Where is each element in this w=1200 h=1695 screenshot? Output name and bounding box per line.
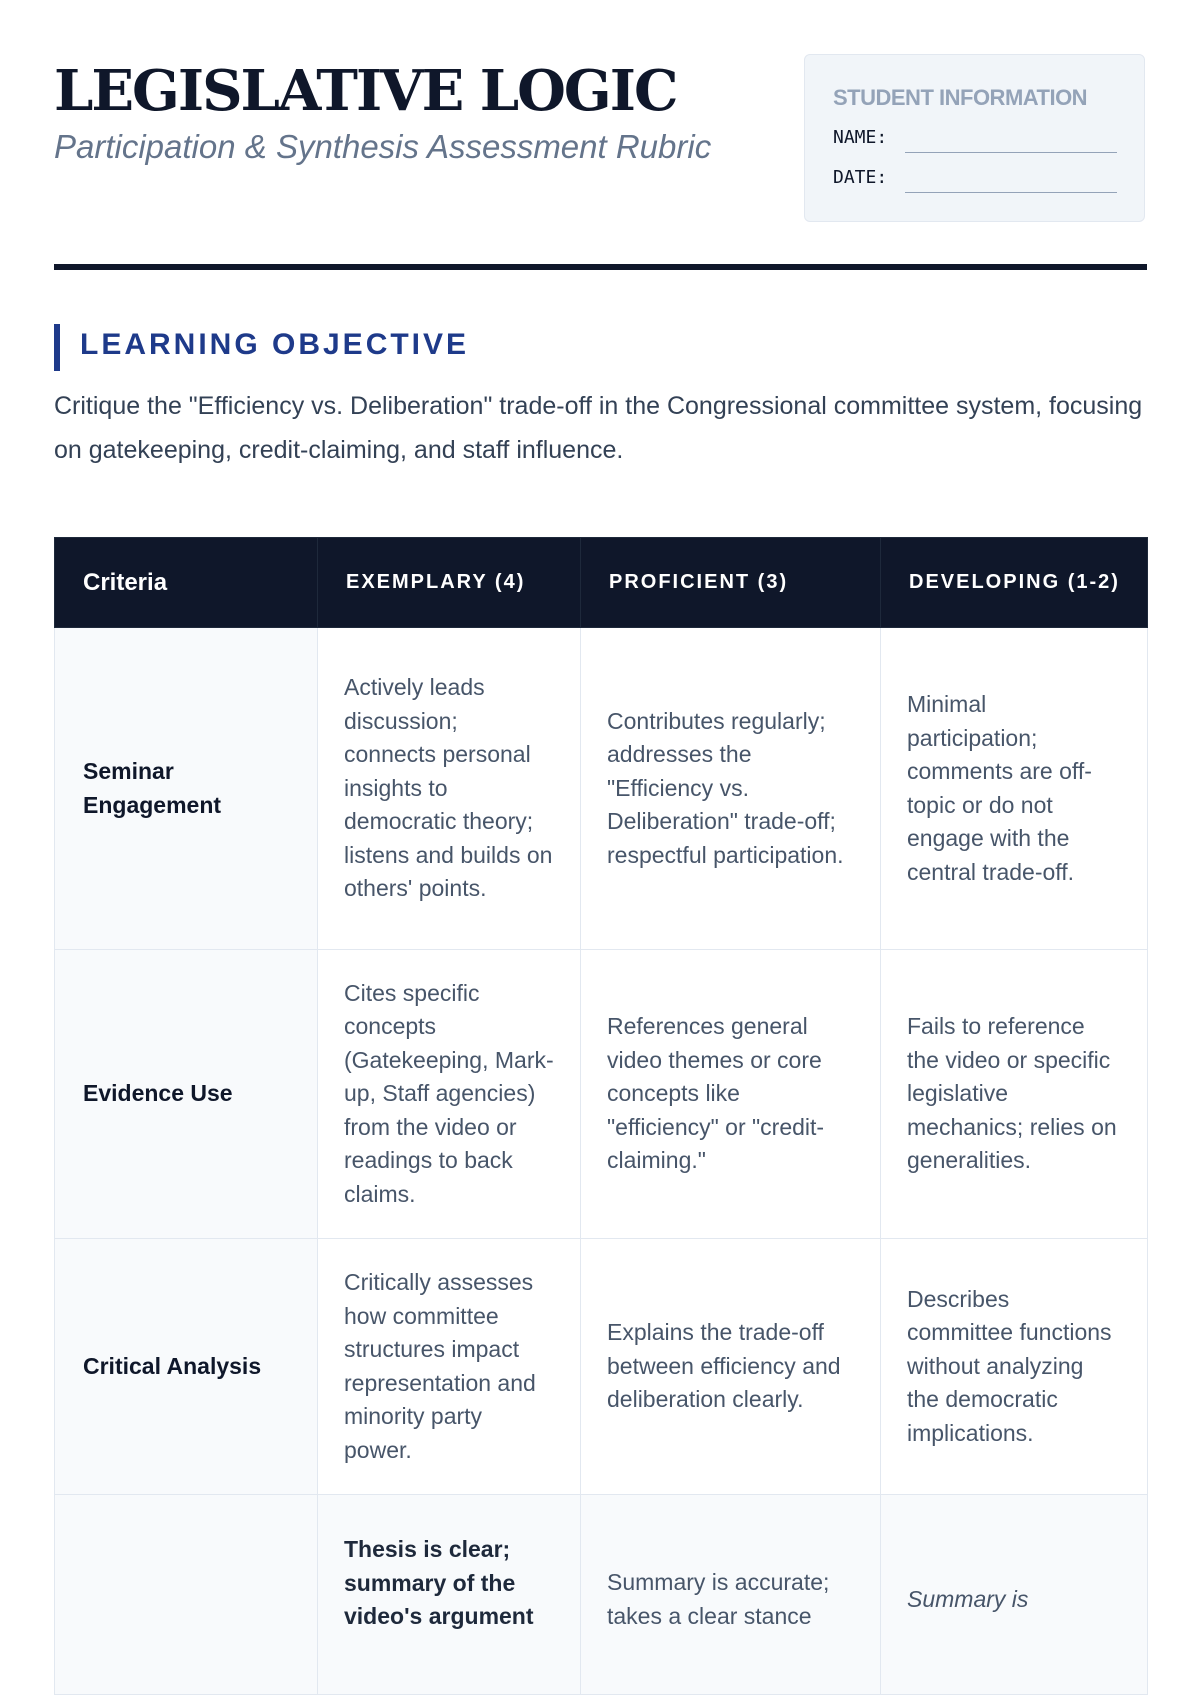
name-field[interactable]	[905, 152, 1117, 153]
table-row	[55, 1239, 1148, 1495]
rubric-table	[54, 537, 1148, 1695]
proficient-cell: Contributes regularly; addresses the "Efficiency vs. Deliberation" trade-off; respectful participation.	[581, 628, 881, 950]
date-field[interactable]	[905, 192, 1117, 193]
criteria-cell: Evidence Use	[55, 950, 318, 1239]
header-exemplary: EXEMPLARY (4)	[318, 538, 581, 628]
exemplary-cell: Thesis is clear; summary of the video's argument	[318, 1495, 581, 1695]
objective-text: Critique the "Efficiency vs. Deliberation" trade-off in the Congressional committee system, focusing on gatekeeping, credit-claiming, and staff influence.	[54, 392, 1143, 464]
criteria-cell: Critical Analysis	[55, 1239, 318, 1495]
criteria-cell	[55, 1495, 318, 1695]
exemplary-cell: Critically assesses how committee structures impact representation and minority party power.	[318, 1239, 581, 1495]
developing-cell: Describes committee functions without analyzing the democratic implications.	[881, 1239, 1148, 1495]
proficient-cell: Summary is accurate; takes a clear stance	[581, 1495, 881, 1695]
developing-cell: Summary is	[881, 1495, 1148, 1695]
objective-accent-bar	[54, 324, 60, 371]
proficient-cell: Explains the trade-off between efficiency and deliberation clearly.	[581, 1239, 881, 1495]
rubric-header-row	[55, 538, 1148, 628]
student-information-heading: STUDENT INFORMATION	[833, 85, 1088, 110]
header-developing: DEVELOPING (1-2)	[881, 538, 1148, 628]
exemplary-cell: Cites specific concepts (Gatekeeping, Mark-up, Staff agencies) from the video or readings to back claims.	[318, 950, 581, 1239]
criteria-cell: Seminar Engagement	[55, 628, 318, 950]
exemplary-cell: Actively leads discussion; connects personal insights to democratic theory; listens and builds on others' points.	[318, 628, 581, 950]
proficient-cell: References general video themes or core concepts like "efficiency" or "credit-claiming."	[581, 950, 881, 1239]
page-subtitle: Participation & Synthesis Assessment Rubric	[54, 128, 712, 165]
name-label: NAME:	[833, 127, 888, 148]
student-information-box	[804, 54, 1145, 222]
header-criteria: Criteria	[55, 538, 318, 628]
table-row	[55, 1495, 1148, 1695]
header-proficient: PROFICIENT (3)	[581, 538, 881, 628]
table-row	[55, 628, 1148, 950]
table-row	[55, 950, 1148, 1239]
objective-heading: LEARNING OBJECTIVE	[80, 328, 470, 361]
header-divider	[54, 264, 1147, 270]
developing-cell: Minimal participation; comments are off-topic or do not engage with the central trade-off.	[881, 628, 1148, 950]
developing-cell: Fails to reference the video or specific legislative mechanics; relies on generalities.	[881, 950, 1148, 1239]
page-title: LEGISLATIVE LOGIC	[54, 58, 677, 124]
header	[54, 54, 1147, 224]
date-label: DATE:	[833, 167, 888, 188]
